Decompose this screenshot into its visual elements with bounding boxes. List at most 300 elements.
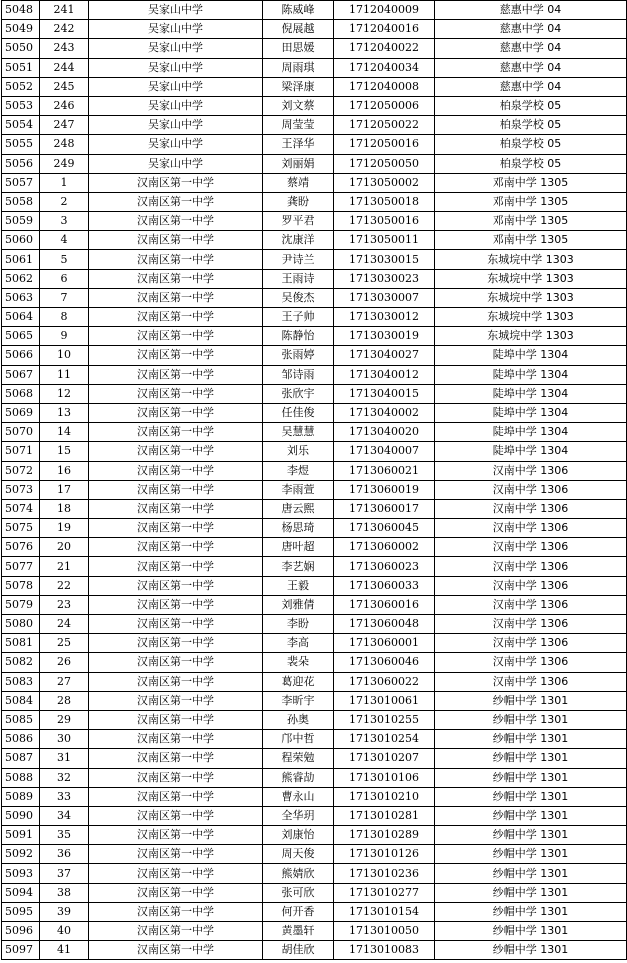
origin-school-cell: 陡埠中学 1304 — [435, 423, 627, 442]
seq-cell: 23 — [40, 595, 89, 614]
seq-cell: 26 — [40, 653, 89, 672]
seq-cell: 246 — [40, 96, 89, 115]
name-cell: 刘乐 — [263, 442, 334, 461]
row-id-cell: 5051 — [2, 58, 40, 77]
name-cell: 李艺娴 — [263, 557, 334, 576]
name-cell: 全华玥 — [263, 806, 334, 825]
origin-school-cell: 纱帽中学 1301 — [435, 787, 627, 806]
row-id-cell: 5096 — [2, 922, 40, 941]
name-cell: 王雨诗 — [263, 269, 334, 288]
name-cell: 李昕宇 — [263, 691, 334, 710]
name-cell: 蔡靖 — [263, 173, 334, 192]
name-cell: 刘丽娟 — [263, 154, 334, 173]
origin-school-cell: 纱帽中学 1301 — [435, 710, 627, 729]
seq-cell: 39 — [40, 902, 89, 921]
school-cell: 汉南区第一中学 — [89, 269, 263, 288]
name-cell: 王泽华 — [263, 135, 334, 154]
exam-number-cell: 1713060002 — [334, 538, 435, 557]
exam-number-cell: 1713050011 — [334, 231, 435, 250]
table-row — [2, 116, 627, 135]
seq-cell: 38 — [40, 883, 89, 902]
school-cell: 汉南区第一中学 — [89, 672, 263, 691]
exam-number-cell: 1713010083 — [334, 941, 435, 960]
table-row — [2, 154, 627, 173]
table-row — [2, 615, 627, 634]
origin-school-cell: 慈惠中学 04 — [435, 20, 627, 39]
seq-cell: 7 — [40, 288, 89, 307]
row-id-cell: 5053 — [2, 96, 40, 115]
exam-number-cell: 1713040015 — [334, 384, 435, 403]
name-cell: 胡佳欣 — [263, 941, 334, 960]
name-cell: 刘雅倩 — [263, 595, 334, 614]
name-cell: 陈威峰 — [263, 1, 334, 20]
exam-number-cell: 1713010236 — [334, 864, 435, 883]
origin-school-cell: 汉南中学 1306 — [435, 519, 627, 538]
school-cell: 汉南区第一中学 — [89, 691, 263, 710]
row-id-cell: 5085 — [2, 710, 40, 729]
table-row — [2, 288, 627, 307]
school-cell: 汉南区第一中学 — [89, 922, 263, 941]
exam-number-cell: 1713010154 — [334, 902, 435, 921]
table-row — [2, 212, 627, 231]
exam-number-cell: 1713060023 — [334, 557, 435, 576]
table-row — [2, 883, 627, 902]
exam-number-cell: 1712040022 — [334, 39, 435, 58]
origin-school-cell: 陡埠中学 1304 — [435, 403, 627, 422]
origin-school-cell: 汉南中学 1306 — [435, 480, 627, 499]
school-cell: 汉南区第一中学 — [89, 403, 263, 422]
exam-number-cell: 1713050002 — [334, 173, 435, 192]
school-cell: 汉南区第一中学 — [89, 768, 263, 787]
row-id-cell: 5058 — [2, 192, 40, 211]
exam-number-cell: 1712040034 — [334, 58, 435, 77]
table-row — [2, 538, 627, 557]
exam-number-cell: 1713050018 — [334, 192, 435, 211]
table-row — [2, 442, 627, 461]
seq-cell: 243 — [40, 39, 89, 58]
exam-number-cell: 1713030019 — [334, 327, 435, 346]
table-row — [2, 96, 627, 115]
table-row — [2, 595, 627, 614]
name-cell: 倪展越 — [263, 20, 334, 39]
name-cell: 田思媛 — [263, 39, 334, 58]
origin-school-cell: 柏泉学校 05 — [435, 135, 627, 154]
school-cell: 汉南区第一中学 — [89, 595, 263, 614]
seq-cell: 30 — [40, 730, 89, 749]
exam-number-cell: 1713010255 — [334, 710, 435, 729]
seq-cell: 14 — [40, 423, 89, 442]
table-row — [2, 173, 627, 192]
school-cell: 汉南区第一中学 — [89, 826, 263, 845]
exam-number-cell: 1713060021 — [334, 461, 435, 480]
seq-cell: 241 — [40, 1, 89, 20]
name-cell: 吴俊杰 — [263, 288, 334, 307]
table-row — [2, 787, 627, 806]
row-id-cell: 5068 — [2, 384, 40, 403]
school-cell: 汉南区第一中学 — [89, 787, 263, 806]
table-row — [2, 691, 627, 710]
origin-school-cell: 柏泉学校 05 — [435, 96, 627, 115]
school-cell: 汉南区第一中学 — [89, 365, 263, 384]
table-row — [2, 384, 627, 403]
origin-school-cell: 汉南中学 1306 — [435, 557, 627, 576]
seq-cell: 8 — [40, 308, 89, 327]
origin-school-cell: 东城垸中学 1303 — [435, 288, 627, 307]
name-cell: 刘康怡 — [263, 826, 334, 845]
row-id-cell: 5080 — [2, 615, 40, 634]
table-row — [2, 308, 627, 327]
table-row — [2, 499, 627, 518]
exam-number-cell: 1712050006 — [334, 96, 435, 115]
table-row — [2, 20, 627, 39]
exam-number-cell: 1713030012 — [334, 308, 435, 327]
exam-number-cell: 1712040008 — [334, 77, 435, 96]
row-id-cell: 5094 — [2, 883, 40, 902]
school-cell: 汉南区第一中学 — [89, 749, 263, 768]
school-cell: 汉南区第一中学 — [89, 615, 263, 634]
seq-cell: 4 — [40, 231, 89, 250]
origin-school-cell: 邓南中学 1305 — [435, 173, 627, 192]
seq-cell: 19 — [40, 519, 89, 538]
row-id-cell: 5079 — [2, 595, 40, 614]
seq-cell: 15 — [40, 442, 89, 461]
seq-cell: 1 — [40, 173, 89, 192]
table-row — [2, 576, 627, 595]
name-cell: 沈康洋 — [263, 231, 334, 250]
table-row — [2, 922, 627, 941]
origin-school-cell: 柏泉学校 05 — [435, 116, 627, 135]
exam-number-cell: 1712040009 — [334, 1, 435, 20]
name-cell: 吴慧慧 — [263, 423, 334, 442]
row-id-cell: 5090 — [2, 806, 40, 825]
row-id-cell: 5081 — [2, 634, 40, 653]
exam-number-cell: 1713030015 — [334, 250, 435, 269]
exam-number-cell: 1713060001 — [334, 634, 435, 653]
exam-number-cell: 1713030023 — [334, 269, 435, 288]
school-cell: 汉南区第一中学 — [89, 538, 263, 557]
school-cell: 汉南区第一中学 — [89, 173, 263, 192]
school-cell: 汉南区第一中学 — [89, 480, 263, 499]
table-row — [2, 480, 627, 499]
row-id-cell: 5057 — [2, 173, 40, 192]
row-id-cell: 5084 — [2, 691, 40, 710]
origin-school-cell: 汉南中学 1306 — [435, 672, 627, 691]
exam-number-cell: 1713050016 — [334, 212, 435, 231]
origin-school-cell: 纱帽中学 1301 — [435, 749, 627, 768]
row-id-cell: 5064 — [2, 308, 40, 327]
table-row — [2, 423, 627, 442]
seq-cell: 35 — [40, 826, 89, 845]
name-cell: 曹永山 — [263, 787, 334, 806]
origin-school-cell: 陡埠中学 1304 — [435, 442, 627, 461]
row-id-cell: 5073 — [2, 480, 40, 499]
row-id-cell: 5066 — [2, 346, 40, 365]
name-cell: 周雨琪 — [263, 58, 334, 77]
name-cell: 唐云熙 — [263, 499, 334, 518]
school-cell: 汉南区第一中学 — [89, 346, 263, 365]
table-row — [2, 403, 627, 422]
row-id-cell: 5082 — [2, 653, 40, 672]
name-cell: 龚盼 — [263, 192, 334, 211]
row-id-cell: 5056 — [2, 154, 40, 173]
origin-school-cell: 汉南中学 1306 — [435, 499, 627, 518]
seq-cell: 37 — [40, 864, 89, 883]
row-id-cell: 5067 — [2, 365, 40, 384]
row-id-cell: 5072 — [2, 461, 40, 480]
seq-cell: 40 — [40, 922, 89, 941]
table-row — [2, 77, 627, 96]
origin-school-cell: 纱帽中学 1301 — [435, 941, 627, 960]
row-id-cell: 5071 — [2, 442, 40, 461]
seq-cell: 32 — [40, 768, 89, 787]
row-id-cell: 5054 — [2, 116, 40, 135]
origin-school-cell: 陡埠中学 1304 — [435, 365, 627, 384]
origin-school-cell: 汉南中学 1306 — [435, 461, 627, 480]
row-id-cell: 5052 — [2, 77, 40, 96]
school-cell: 汉南区第一中学 — [89, 442, 263, 461]
table-row — [2, 672, 627, 691]
table-row — [2, 730, 627, 749]
row-id-cell: 5097 — [2, 941, 40, 960]
exam-number-cell: 1713010106 — [334, 768, 435, 787]
seq-cell: 24 — [40, 615, 89, 634]
origin-school-cell: 纱帽中学 1301 — [435, 883, 627, 902]
exam-number-cell: 1713010281 — [334, 806, 435, 825]
table-row — [2, 269, 627, 288]
school-cell: 汉南区第一中学 — [89, 883, 263, 902]
row-id-cell: 5086 — [2, 730, 40, 749]
school-cell: 汉南区第一中学 — [89, 384, 263, 403]
exam-number-cell: 1713010210 — [334, 787, 435, 806]
exam-number-cell: 1712050016 — [334, 135, 435, 154]
name-cell: 尹诗兰 — [263, 250, 334, 269]
school-cell: 汉南区第一中学 — [89, 423, 263, 442]
seq-cell: 12 — [40, 384, 89, 403]
name-cell: 王毅 — [263, 576, 334, 595]
row-id-cell: 5076 — [2, 538, 40, 557]
exam-number-cell: 1713010050 — [334, 922, 435, 941]
row-id-cell: 5049 — [2, 20, 40, 39]
row-id-cell: 5092 — [2, 845, 40, 864]
name-cell: 张可欣 — [263, 883, 334, 902]
row-id-cell: 5050 — [2, 39, 40, 58]
school-cell: 汉南区第一中学 — [89, 308, 263, 327]
name-cell: 程荣勉 — [263, 749, 334, 768]
school-cell: 汉南区第一中学 — [89, 806, 263, 825]
table-row — [2, 634, 627, 653]
exam-number-cell: 1713060017 — [334, 499, 435, 518]
table-row — [2, 192, 627, 211]
name-cell: 熊睿劼 — [263, 768, 334, 787]
origin-school-cell: 纱帽中学 1301 — [435, 922, 627, 941]
school-cell: 汉南区第一中学 — [89, 845, 263, 864]
name-cell: 杨思琦 — [263, 519, 334, 538]
school-cell: 吴家山中学 — [89, 1, 263, 20]
origin-school-cell: 纱帽中学 1301 — [435, 806, 627, 825]
origin-school-cell: 汉南中学 1306 — [435, 538, 627, 557]
exam-number-cell: 1713010126 — [334, 845, 435, 864]
school-cell: 汉南区第一中学 — [89, 250, 263, 269]
school-cell: 吴家山中学 — [89, 96, 263, 115]
table-row — [2, 653, 627, 672]
table-row — [2, 250, 627, 269]
table-row — [2, 768, 627, 787]
exam-number-cell: 1713010254 — [334, 730, 435, 749]
origin-school-cell: 邓南中学 1305 — [435, 192, 627, 211]
school-cell: 汉南区第一中学 — [89, 864, 263, 883]
origin-school-cell: 纱帽中学 1301 — [435, 902, 627, 921]
row-id-cell: 5055 — [2, 135, 40, 154]
school-cell: 汉南区第一中学 — [89, 192, 263, 211]
school-cell: 吴家山中学 — [89, 116, 263, 135]
seq-cell: 25 — [40, 634, 89, 653]
school-cell: 汉南区第一中学 — [89, 231, 263, 250]
name-cell: 张雨婷 — [263, 346, 334, 365]
table-row — [2, 826, 627, 845]
school-cell: 汉南区第一中学 — [89, 519, 263, 538]
exam-number-cell: 1713060045 — [334, 519, 435, 538]
seq-cell: 9 — [40, 327, 89, 346]
seq-cell: 21 — [40, 557, 89, 576]
table-row — [2, 461, 627, 480]
row-id-cell: 5070 — [2, 423, 40, 442]
origin-school-cell: 汉南中学 1306 — [435, 576, 627, 595]
name-cell: 李雨萱 — [263, 480, 334, 499]
school-cell: 汉南区第一中学 — [89, 902, 263, 921]
seq-cell: 244 — [40, 58, 89, 77]
table-row — [2, 365, 627, 384]
origin-school-cell: 纱帽中学 1301 — [435, 864, 627, 883]
seq-cell: 242 — [40, 20, 89, 39]
school-cell: 汉南区第一中学 — [89, 653, 263, 672]
name-cell: 裴朵 — [263, 653, 334, 672]
row-id-cell: 5095 — [2, 902, 40, 921]
name-cell: 李煜 — [263, 461, 334, 480]
school-cell: 吴家山中学 — [89, 20, 263, 39]
table-row — [2, 346, 627, 365]
origin-school-cell: 纱帽中学 1301 — [435, 845, 627, 864]
exam-number-cell: 1713060046 — [334, 653, 435, 672]
seq-cell: 245 — [40, 77, 89, 96]
exam-number-cell: 1713040020 — [334, 423, 435, 442]
seq-cell: 27 — [40, 672, 89, 691]
name-cell: 王子帅 — [263, 308, 334, 327]
row-id-cell: 5061 — [2, 250, 40, 269]
row-id-cell: 5078 — [2, 576, 40, 595]
table-row — [2, 58, 627, 77]
exam-number-cell: 1713060022 — [334, 672, 435, 691]
exam-number-cell: 1712050050 — [334, 154, 435, 173]
row-id-cell: 5074 — [2, 499, 40, 518]
name-cell: 李高 — [263, 634, 334, 653]
origin-school-cell: 纱帽中学 1301 — [435, 730, 627, 749]
seq-cell: 11 — [40, 365, 89, 384]
school-cell: 吴家山中学 — [89, 77, 263, 96]
name-cell: 周天俊 — [263, 845, 334, 864]
table-row — [2, 519, 627, 538]
row-id-cell: 5065 — [2, 327, 40, 346]
table-row — [2, 231, 627, 250]
seq-cell: 10 — [40, 346, 89, 365]
name-cell: 张欣宇 — [263, 384, 334, 403]
seq-cell: 29 — [40, 710, 89, 729]
origin-school-cell: 东城垸中学 1303 — [435, 327, 627, 346]
seq-cell: 41 — [40, 941, 89, 960]
exam-number-cell: 1713040027 — [334, 346, 435, 365]
name-cell: 梁泽康 — [263, 77, 334, 96]
origin-school-cell: 陡埠中学 1304 — [435, 346, 627, 365]
school-cell: 汉南区第一中学 — [89, 499, 263, 518]
origin-school-cell: 邓南中学 1305 — [435, 212, 627, 231]
seq-cell: 28 — [40, 691, 89, 710]
origin-school-cell: 汉南中学 1306 — [435, 634, 627, 653]
row-id-cell: 5083 — [2, 672, 40, 691]
table-row — [2, 710, 627, 729]
name-cell: 周莹莹 — [263, 116, 334, 135]
table-row — [2, 135, 627, 154]
row-id-cell: 5089 — [2, 787, 40, 806]
origin-school-cell: 柏泉学校 05 — [435, 154, 627, 173]
school-cell: 汉南区第一中学 — [89, 941, 263, 960]
row-id-cell: 5077 — [2, 557, 40, 576]
student-table — [1, 0, 627, 960]
exam-number-cell: 1713060033 — [334, 576, 435, 595]
origin-school-cell: 东城垸中学 1303 — [435, 269, 627, 288]
seq-cell: 20 — [40, 538, 89, 557]
origin-school-cell: 汉南中学 1306 — [435, 595, 627, 614]
seq-cell: 6 — [40, 269, 89, 288]
exam-number-cell: 1713030007 — [334, 288, 435, 307]
exam-number-cell: 1712040016 — [334, 20, 435, 39]
origin-school-cell: 东城垸中学 1303 — [435, 250, 627, 269]
origin-school-cell: 东城垸中学 1303 — [435, 308, 627, 327]
name-cell: 熊婧欣 — [263, 864, 334, 883]
name-cell: 罗平君 — [263, 212, 334, 231]
school-cell: 吴家山中学 — [89, 58, 263, 77]
origin-school-cell: 慈惠中学 04 — [435, 58, 627, 77]
table-row — [2, 749, 627, 768]
seq-cell: 18 — [40, 499, 89, 518]
seq-cell: 5 — [40, 250, 89, 269]
table-row — [2, 845, 627, 864]
seq-cell: 2 — [40, 192, 89, 211]
school-cell: 吴家山中学 — [89, 39, 263, 58]
seq-cell: 248 — [40, 135, 89, 154]
row-id-cell: 5062 — [2, 269, 40, 288]
name-cell: 何开香 — [263, 902, 334, 921]
name-cell: 黄墨轩 — [263, 922, 334, 941]
table-row — [2, 557, 627, 576]
table-row — [2, 1, 627, 20]
school-cell: 汉南区第一中学 — [89, 288, 263, 307]
origin-school-cell: 纱帽中学 1301 — [435, 691, 627, 710]
origin-school-cell: 纱帽中学 1301 — [435, 768, 627, 787]
seq-cell: 3 — [40, 212, 89, 231]
origin-school-cell: 慈惠中学 04 — [435, 1, 627, 20]
row-id-cell: 5069 — [2, 403, 40, 422]
row-id-cell: 5088 — [2, 768, 40, 787]
name-cell: 邹诗雨 — [263, 365, 334, 384]
school-cell: 汉南区第一中学 — [89, 710, 263, 729]
origin-school-cell: 汉南中学 1306 — [435, 653, 627, 672]
row-id-cell: 5059 — [2, 212, 40, 231]
origin-school-cell: 慈惠中学 04 — [435, 39, 627, 58]
row-id-cell: 5091 — [2, 826, 40, 845]
seq-cell: 16 — [40, 461, 89, 480]
exam-number-cell: 1713060048 — [334, 615, 435, 634]
table-row — [2, 941, 627, 960]
seq-cell: 249 — [40, 154, 89, 173]
